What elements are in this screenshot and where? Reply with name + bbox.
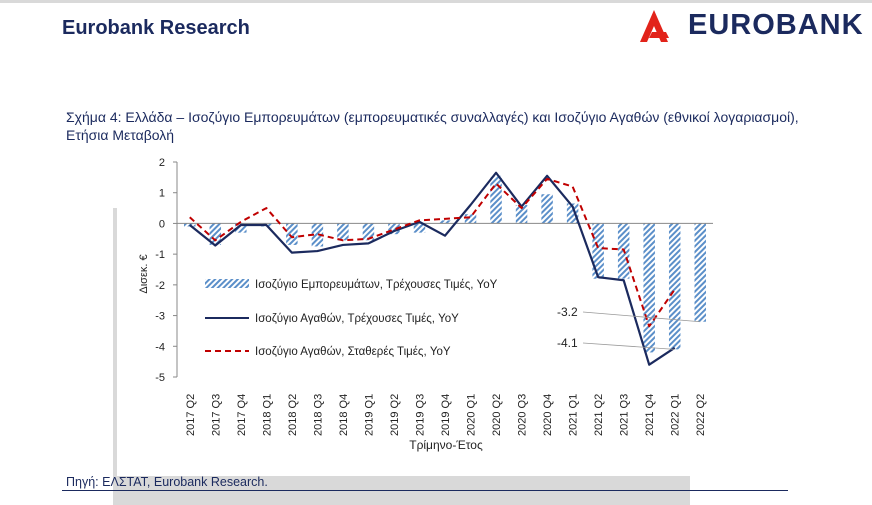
y-tick-label: 1 xyxy=(158,187,165,200)
chart-panel xyxy=(117,144,730,476)
y-tick-label: -4 xyxy=(155,341,165,354)
x-tick-label: 2020 Q3 xyxy=(516,393,529,436)
legend-label: Ισοζύγιο Αγαθών, Τρέχουσες Τιμές, YoY xyxy=(255,313,459,325)
x-tick-label: 2020 Q1 xyxy=(465,393,478,436)
x-tick-label: 2017 Q4 xyxy=(235,393,248,436)
bar-mark xyxy=(669,223,680,349)
legend-label: Ισοζύγιο Εμπορευμάτων, Τρέχουσες Τιμές, YoY xyxy=(255,279,498,291)
source-divider xyxy=(62,490,788,491)
y-tick-label: -5 xyxy=(155,372,165,384)
chart xyxy=(117,144,730,476)
y-tick-label: -2 xyxy=(155,279,165,292)
x-tick-label: 2019 Q4 xyxy=(440,393,452,436)
y-axis-label: Δισεκ. € xyxy=(138,254,150,294)
bar-mark xyxy=(643,223,654,352)
bar-mark xyxy=(337,223,348,240)
bar-mark xyxy=(286,223,297,245)
y-tick-label: -1 xyxy=(155,249,165,262)
data-annotation: -3.2 xyxy=(557,305,578,319)
x-tick-label: 2020 Q4 xyxy=(542,393,555,436)
figure-title: Σχήμα 4: Ελλάδα – Ισοζύγιο Εμπορευμάτων (εμπορευματικές συναλλαγές) και Ισοζύγιο Αγαθών (εθνικοί λογαριασμοί), Ετήσια Μεταβολή xyxy=(66,109,799,143)
x-tick-label: 2018 Q3 xyxy=(312,393,325,436)
bar-mark xyxy=(490,176,501,224)
source-note: Πηγή: ΕΛΣΤΑΤ, Eurobank Research. xyxy=(66,475,268,489)
x-tick-label: 2021 Q2 xyxy=(593,393,606,436)
bar-mark xyxy=(592,223,603,278)
x-tick-label: 2022 Q2 xyxy=(695,393,708,436)
x-tick-label: 2021 Q3 xyxy=(618,393,631,436)
x-tick-label: 2017 Q3 xyxy=(210,393,223,436)
y-tick-label: -3 xyxy=(155,310,165,323)
x-axis-label: Τρίμηνο-Έτος xyxy=(409,438,483,452)
x-tick-label: 2017 Q2 xyxy=(184,393,197,436)
x-tick-label: 2019 Q1 xyxy=(363,393,376,436)
eurobank-logo xyxy=(636,6,872,46)
x-tick-label: 2019 Q2 xyxy=(388,393,401,436)
legend-label: Ισοζύγιο Αγαθών, Σταθερές Τιμές, YoY xyxy=(255,346,451,358)
annotation-leader-line xyxy=(583,343,675,349)
x-tick-label: 2019 Q3 xyxy=(414,393,427,436)
x-tick-label: 2021 Q1 xyxy=(567,393,580,436)
y-tick-label: 2 xyxy=(158,157,165,169)
bar-mark xyxy=(541,194,552,223)
x-tick-label: 2018 Q2 xyxy=(286,393,299,436)
x-tick-label: 2021 Q4 xyxy=(644,393,657,436)
x-tick-label: 2018 Q1 xyxy=(261,393,274,436)
eurobank-logo-icon xyxy=(636,6,684,46)
bar-mark xyxy=(465,214,476,223)
data-annotation: -4.1 xyxy=(557,336,578,350)
top-border xyxy=(0,0,872,3)
legend-swatch-bars xyxy=(205,279,249,288)
bar-mark xyxy=(694,223,705,321)
y-tick-label: 0 xyxy=(158,218,165,231)
annotation-leader-line xyxy=(583,312,700,322)
x-tick-label: 2020 Q2 xyxy=(491,393,504,436)
logo-text: EUROBANK xyxy=(688,9,864,41)
x-tick-label: 2022 Q1 xyxy=(669,393,682,436)
x-tick-label: 2018 Q4 xyxy=(337,393,350,436)
brand-title: Eurobank Research xyxy=(62,17,250,39)
